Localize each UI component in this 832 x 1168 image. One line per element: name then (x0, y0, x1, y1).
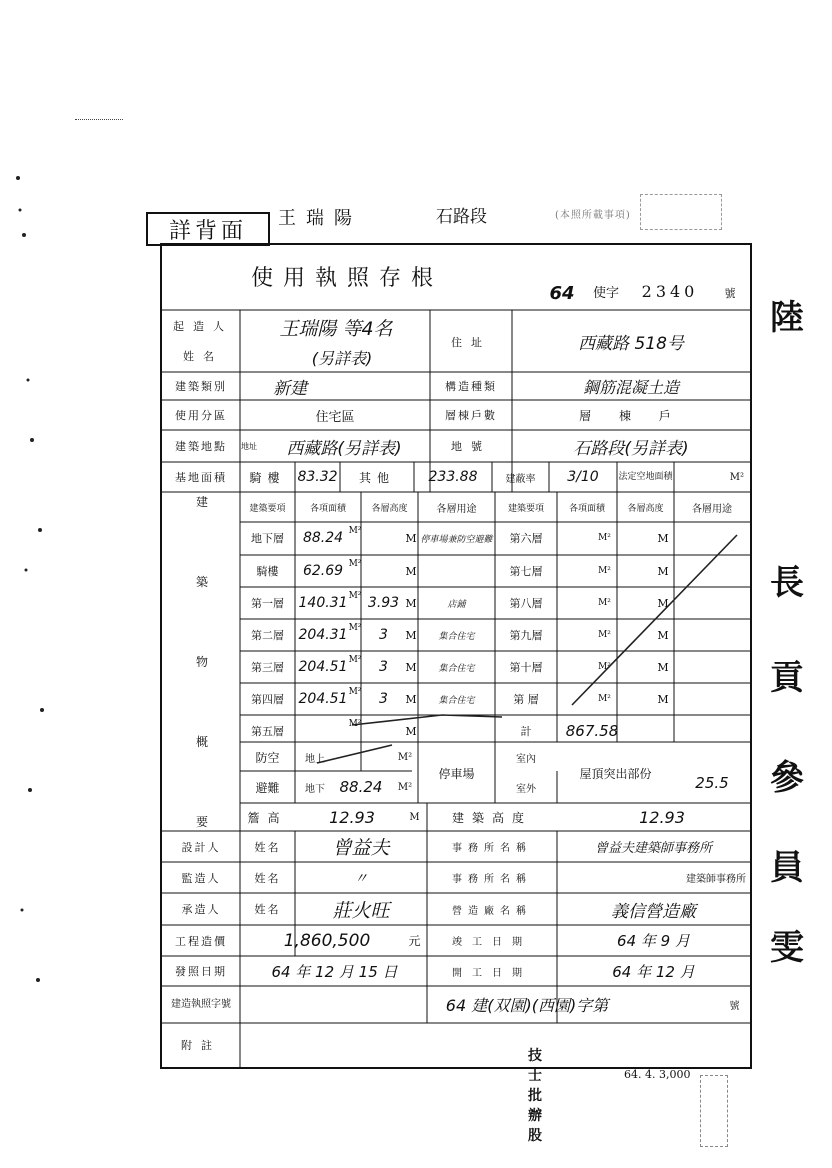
floor-area-unit: M² (348, 559, 362, 569)
floor-right-height-unit: M (657, 531, 669, 545)
arcade-area: 83.32 (297, 469, 338, 485)
floor-area-unit: M² (348, 623, 362, 633)
form-title: 使用執照存根 (250, 265, 443, 291)
floor-height-unit: M (405, 724, 417, 738)
floor-area: 62.69 (302, 563, 344, 579)
floor-area-unit: M² (348, 687, 362, 697)
floor-label: 第五層 (251, 725, 284, 738)
floor-right-area-unit: M² (598, 662, 611, 672)
contractor-name: 莊火旺 (332, 899, 390, 922)
faded-stamp (640, 194, 722, 230)
category-label: 建築類別 (175, 380, 227, 393)
designer-office-label: 事務所名稱 (452, 843, 532, 854)
floor-right-label: 第七層 (509, 565, 543, 578)
coverage-label: 建蔽率 (505, 473, 536, 485)
scan-mark (75, 119, 123, 120)
supervisor-name: 〃 (354, 870, 368, 887)
floor-height: 3 (379, 691, 388, 707)
floor-height-unit: M (405, 628, 417, 642)
col-area-right: 各項面積 (568, 503, 605, 514)
floor-height-unit: M (405, 596, 417, 610)
arcade-label: 騎樓 (249, 470, 286, 485)
start-value: 64 年 12 月 (612, 962, 695, 981)
floor-right-height-unit: M (657, 564, 669, 578)
right-margin-char: 陸 (770, 298, 804, 338)
floor-right-height-unit: M (657, 628, 669, 642)
below-value: 88.24 (339, 778, 383, 796)
cost-unit: 元 (408, 934, 421, 948)
floor-area: 204.51 (298, 659, 348, 675)
open-space-label: 法定空地面積 (618, 472, 673, 482)
other-area: 233.88 (428, 469, 478, 485)
contractor-firm-label: 營造廠名稱 (452, 905, 532, 917)
coverage-value: 3/10 (567, 469, 599, 485)
cost-value: 1,860,500 (283, 930, 371, 951)
zone-label: 使用分區 (175, 409, 227, 422)
designer-name: 曾益夫 (332, 837, 390, 859)
remark-label: 附註 (181, 1039, 221, 1052)
completion-value: 64 年 9 月 (617, 932, 690, 950)
right-margin-char: 參 (770, 758, 804, 798)
structure-label: 構造種類 (445, 380, 497, 393)
floor-right-height-unit: M (657, 596, 669, 610)
floor-right-area-unit: M² (598, 566, 611, 576)
issue-label: 發照日期 (175, 965, 227, 978)
roof-value: 25.5 (695, 774, 729, 792)
permit-year: 64 (549, 282, 575, 304)
designer-name-label: 姓名 (254, 840, 281, 854)
floor-height-unit: M (405, 692, 417, 706)
eave-label: 簷高 (247, 810, 288, 825)
col-use-right: 各層用途 (692, 503, 732, 515)
lot-value: 石路段(另詳表) (573, 438, 689, 459)
floor-right-label: 第 層 (513, 693, 539, 706)
floor-right-area: 867.58 (565, 722, 619, 740)
floor-height: 3 (379, 627, 388, 643)
start-label: 開工日期 (452, 967, 532, 979)
floor-use: 集合住宅 (438, 663, 475, 674)
col-items-right: 建築要項 (507, 503, 544, 514)
eave-value: 12.93 (329, 807, 375, 827)
designer-label: 設計人 (181, 840, 221, 854)
floor-right-label: 第十層 (509, 661, 543, 674)
floor-use: 停車場兼防空避難 (420, 534, 493, 545)
area-printed: 石路段 (436, 207, 487, 227)
floor-use: 集合住宅 (438, 695, 475, 706)
col-area: 各項面積 (309, 503, 346, 514)
outdoor-label: 室外 (516, 783, 536, 795)
floor-area: 204.31 (298, 627, 348, 643)
builder-note: (另詳表) (311, 348, 373, 368)
indoor-label: 室內 (516, 753, 536, 765)
permit-word: 使字 (592, 285, 619, 301)
floor-right-height-unit: M (657, 692, 669, 706)
floor-label: 地下層 (251, 532, 284, 545)
supervisor-office-suffix: 建築師事務所 (686, 874, 746, 885)
address-value: 西藏路 518号 (578, 334, 684, 354)
floor-use: 集合住宅 (438, 631, 475, 642)
base-area-label: 基地面積 (175, 471, 227, 484)
lot-label: 地號 (451, 440, 491, 453)
floor-right-height-unit: M (657, 660, 669, 674)
builder-name: 王瑞陽 等4名 (279, 317, 393, 340)
other-label: 其他 (358, 470, 395, 485)
floor-height-unit: M (405, 531, 417, 545)
cost-label: 工程造價 (175, 934, 227, 948)
floor-area: 140.31 (298, 595, 348, 611)
above-label: 地上 (305, 753, 325, 765)
roof-label: 屋頂突出部份 (579, 766, 652, 781)
permit-label: 建造執照字號 (171, 999, 231, 1010)
right-margin-char: 雯 (770, 928, 804, 968)
floor-height (361, 522, 406, 554)
parking-label: 停車場 (438, 766, 475, 781)
floor-height: 3.93 (367, 595, 400, 611)
builder-label: 起造人 (173, 320, 233, 333)
floor-area-unit: M² (348, 526, 362, 536)
open-space-unit: M² (729, 471, 744, 483)
below-unit: M² (397, 781, 413, 793)
supervisor-name-label: 姓名 (254, 871, 281, 885)
builder-name-label: 姓名 (183, 350, 223, 363)
site-label: 建築地點 (175, 440, 227, 453)
permit-value-suffix: 號 (729, 1001, 740, 1012)
usage-permit-form (160, 243, 752, 1069)
contractor-name-label: 姓名 (254, 903, 281, 916)
floor-right-label: 第六層 (509, 532, 543, 545)
right-margin-char: 員 (770, 848, 804, 888)
col-height: 各層高度 (371, 503, 408, 514)
floor-height-unit: M (405, 660, 417, 674)
floor-right-label: 第九層 (509, 629, 543, 642)
structure-value: 鋼筋混凝土造 (582, 377, 679, 397)
owner-printed: 王瑞陽 (278, 208, 362, 229)
category-value: 新建 (273, 378, 307, 399)
households-value: 層 棟 戶 (579, 408, 683, 423)
floor-right-area-unit: M² (598, 694, 611, 704)
households-label: 層棟戶數 (445, 409, 497, 422)
supervisor-label: 監造人 (181, 871, 221, 885)
floor-area-unit: M² (348, 719, 362, 729)
site-sub: 地址 (241, 441, 257, 451)
floor-label: 第三層 (251, 661, 284, 674)
above-unit: M² (397, 751, 413, 763)
floor-height-unit: M (405, 564, 417, 578)
permit-number: 2340 (641, 281, 699, 301)
floor-height (361, 555, 406, 587)
floor-use: 店鋪 (447, 599, 466, 610)
floor-area-unit: M² (348, 655, 362, 665)
address-label: 住址 (451, 335, 491, 349)
floor-label: 第四層 (251, 693, 284, 706)
floor-use (418, 555, 495, 587)
footer-stamp: 64. 4. 3,000 (624, 1068, 691, 1081)
floor-label: 第二層 (251, 629, 284, 642)
floor-right-label: 計 (520, 725, 532, 738)
right-margin-char: 貢 (770, 658, 804, 698)
permit-value: 64 建(双園)(西園)字第 (445, 996, 609, 1015)
designer-office: 曾益夫建築師事務所 (594, 841, 712, 856)
floor-right-label: 第八層 (509, 597, 543, 610)
scan-specks (0, 150, 90, 1050)
floor-right-area-unit: M² (598, 533, 611, 543)
issue-value: 64 年 12 月 15 日 (271, 962, 398, 981)
detail-back-stamp: 詳背面 (146, 212, 270, 246)
floor-right-area-unit: M² (598, 630, 611, 640)
floor-label: 騎樓 (256, 565, 279, 578)
zone-value: 住宅區 (315, 409, 355, 425)
faded-note: (本照所載事項) (555, 210, 631, 221)
right-margin-char: 長 (770, 563, 804, 603)
col-items: 建築要項 (249, 503, 286, 514)
floor-label: 第一層 (251, 597, 284, 610)
building-height-label: 建築高度 (451, 810, 532, 825)
completion-label: 竣工日期 (452, 937, 532, 948)
floor-height: 3 (379, 659, 388, 675)
col-height-right: 各層高度 (627, 503, 664, 514)
supervisor-office-label: 事務所名稱 (452, 874, 532, 885)
evacuation-label: 避難 (255, 780, 280, 795)
faded-footer-stamp (700, 1075, 728, 1147)
vertical-stamp: 技士 批 辦 股 (528, 1048, 542, 1144)
col-use: 各層用途 (436, 503, 477, 515)
civil-defense-label: 防空 (255, 750, 280, 765)
eave-unit: M (409, 811, 420, 823)
floor-area: 204.51 (298, 691, 348, 707)
contractor-firm: 義信營造廠 (611, 901, 696, 922)
building-height-value: 12.93 (639, 807, 685, 827)
floor-area: 88.24 (302, 530, 344, 546)
below-label: 地下 (305, 783, 325, 795)
permit-suffix: 號 (724, 287, 736, 300)
floor-area-unit: M² (348, 591, 362, 601)
site-value: 西藏路(另詳表) (286, 438, 402, 459)
floor-right-area-unit: M² (598, 598, 611, 608)
contractor-label: 承造人 (181, 903, 221, 916)
building-summary-label: 建築物概要 (195, 495, 208, 829)
